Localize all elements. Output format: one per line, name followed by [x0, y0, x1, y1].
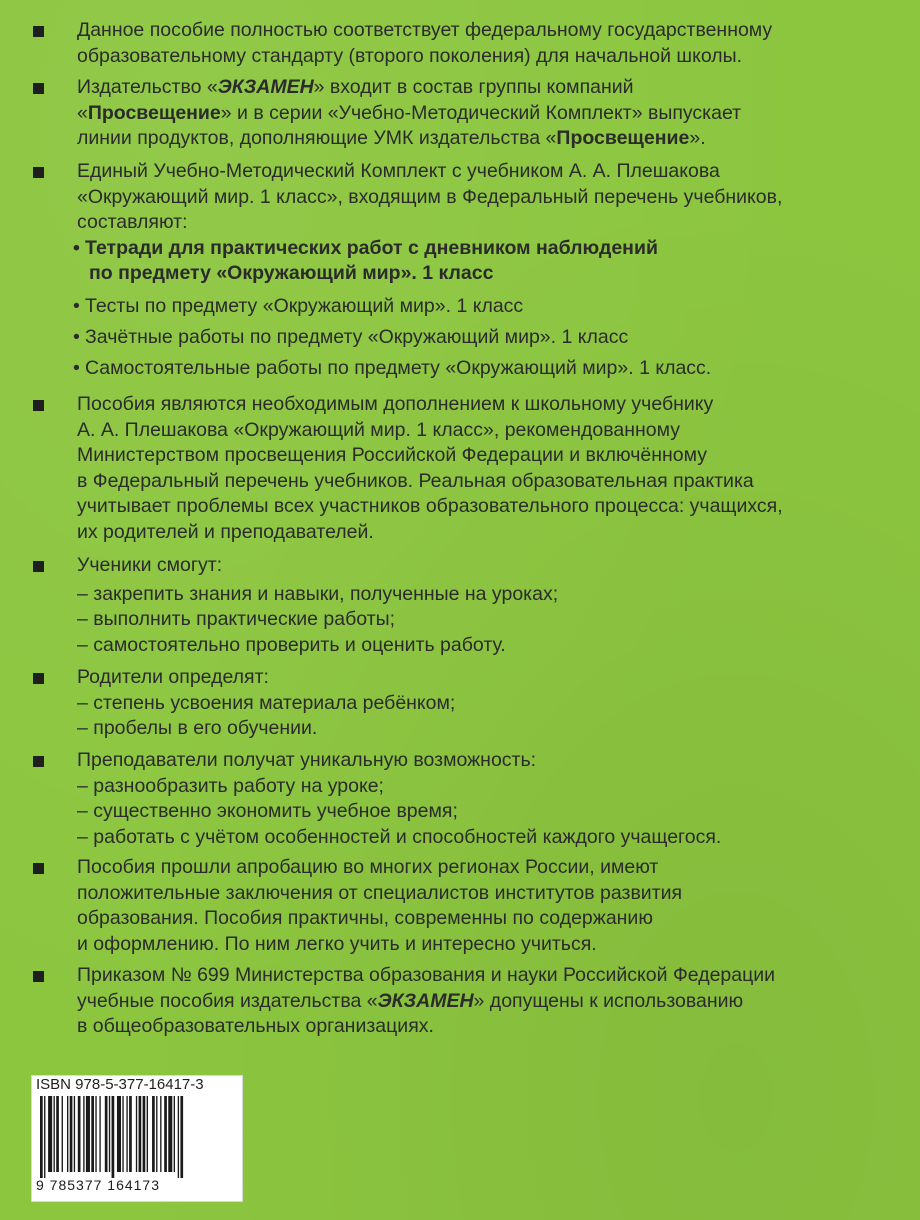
barcode-icon — [40, 1096, 232, 1178]
publisher-name: ЭКЗАМЕН — [217, 76, 314, 98]
barcode-bar — [168, 1096, 172, 1172]
barcode-bar — [136, 1096, 137, 1172]
bullet-square — [33, 863, 44, 874]
barcode-bar — [160, 1096, 161, 1172]
barcode-bar — [112, 1096, 115, 1178]
barcode-bar — [56, 1096, 59, 1172]
section-text — [77, 75, 902, 152]
barcode-bar — [44, 1096, 45, 1178]
barcode-bar — [70, 1096, 73, 1172]
section-heading: Родители определят: — [77, 666, 269, 688]
text-line: положительные заключения от специалистов институтов развития — [77, 881, 683, 904]
barcode-bar — [164, 1096, 167, 1172]
barcode-bar — [126, 1096, 127, 1172]
text-line: – существенно экономить учебное время; — [77, 800, 458, 822]
bullet-square — [33, 673, 44, 684]
text-line: – работать с учётом особенностей и способностей каждого учащегося. — [77, 825, 722, 848]
text-line: учитывает проблемы всех участников образовательного процесса: учащихся, — [77, 495, 783, 517]
text-line: составляют: — [77, 211, 188, 233]
section-text — [77, 18, 902, 69]
text-line: Пособия прошли апробацию во многих регионах России, имеют — [77, 856, 659, 878]
text-line: Министерством просвещения Российской Федерации и включённому — [77, 444, 707, 466]
text-line: и оформлению. По ним легко учить и интересно учиться. — [77, 932, 597, 955]
text-line: учебные пособия издательства «ЭКЗАМЕН» допущены к использованию — [77, 989, 744, 1012]
barcode-bar — [174, 1096, 175, 1172]
text-line: Единый Учебно-Методический Комплект с учебником А. А. Плешакова — [77, 160, 720, 182]
barcode-bar — [178, 1096, 179, 1178]
text-line: в Федеральный перечень учебников. Реальная образовательная практика — [77, 469, 754, 492]
text-line: – разнообразить работу на уроке; — [77, 774, 384, 797]
barcode-bar — [40, 1096, 43, 1178]
text-line: образовательному стандарту (второго поколения) для начальной школы. — [77, 44, 743, 67]
barcode-bar — [78, 1096, 81, 1172]
barcode-bar — [152, 1096, 155, 1172]
barcode-bar — [99, 1096, 100, 1172]
text-line: Пособия являются необходимым дополнением к школьному учебнику — [77, 393, 714, 415]
text-line: – степень усвоения материала ребёнком; — [77, 691, 456, 714]
text-line: «Просвещение» и в серии «Учебно-Методический Комплект» выпускает — [77, 101, 742, 124]
text-line: – закрепить знания и навыки, полученные на уроках; — [77, 582, 559, 605]
section-text — [77, 665, 902, 742]
isbn-label: ISBN 978-5-377-16417-3 — [36, 1076, 204, 1093]
text-line: в общеобразовательных организациях. — [77, 1015, 434, 1037]
barcode-bar — [83, 1096, 84, 1172]
section-text — [77, 855, 902, 957]
barcode-bar — [74, 1096, 75, 1172]
barcode-bar — [91, 1096, 94, 1172]
section-text — [77, 963, 902, 1040]
section-text — [77, 748, 902, 850]
barcode-bar — [86, 1096, 90, 1172]
text-line: линии продуктов, дополняющие УМК издательства «Просвещение». — [77, 127, 706, 149]
bullet-square — [33, 167, 44, 178]
barcode-bar — [95, 1096, 96, 1172]
product-item: • Зачётные работы по предмету «Окружающий мир». 1 класс — [73, 326, 629, 348]
product-item-featured: • Тетради для практических работ с дневником наблюдений по предмету «Окружающий мир». 1 класс — [73, 237, 658, 284]
section-heading: Ученики смогут: — [77, 554, 223, 576]
bullet-square — [33, 400, 44, 411]
barcode-bar — [139, 1096, 142, 1172]
barcode-digits: 9 785377 164173 — [36, 1177, 160, 1193]
text-line: А. А. Плешакова «Окружающий мир. 1 класс», рекомендованному — [77, 418, 680, 441]
text-line: Данное пособие полностью соответствует федеральному государственному — [77, 19, 773, 41]
barcode-bar — [143, 1096, 146, 1172]
section-text — [77, 553, 902, 658]
barcode-bar — [122, 1096, 123, 1172]
barcode-bar — [147, 1096, 148, 1172]
publisher-name: ЭКЗАМЕН — [377, 989, 474, 1012]
publisher-group-name: Просвещение — [556, 127, 690, 149]
barcode-bar — [117, 1096, 121, 1172]
barcode-bar — [54, 1096, 55, 1172]
text-line: Приказом № 699 Министерства образования и науки Российской Федерации — [77, 964, 776, 986]
product-list — [73, 236, 873, 387]
publisher-group-name: Просвещение — [87, 101, 221, 124]
text-line: – самостоятельно проверить и оценить работу. — [77, 633, 506, 656]
barcode-bar — [109, 1096, 110, 1172]
bullet-square — [33, 561, 44, 572]
product-item: • Тесты по предмету «Окружающий мир». 1 класс — [73, 295, 524, 317]
section-heading: Преподаватели получат уникальную возможность: — [77, 749, 537, 771]
section-text — [77, 392, 902, 545]
text-line: – пробелы в его обучении. — [77, 717, 318, 739]
barcode-bar — [129, 1096, 132, 1172]
text-line: – выполнить практические работы; — [77, 608, 396, 630]
product-item: • Самостоятельные работы по предмету «Окружающий мир». 1 класс. — [73, 357, 712, 379]
text-line: их родителей и преподавателей. — [77, 520, 374, 543]
barcode-bar — [67, 1096, 68, 1172]
barcode-bar — [62, 1096, 63, 1172]
barcode-bar — [105, 1096, 108, 1172]
bullet-square — [33, 26, 44, 37]
barcode-bar — [180, 1096, 183, 1178]
bullet-square — [33, 756, 44, 767]
text-line: образования. Пособия практичны, современны по содержанию — [77, 907, 653, 929]
bullet-square — [33, 971, 44, 982]
text-line: Издательство «ЭКЗАМЕН» входит в состав группы компаний — [77, 76, 634, 98]
text-line: «Окружающий мир. 1 класс», входящим в Федеральный перечень учебников, — [77, 185, 783, 208]
barcode-bar — [48, 1096, 52, 1172]
section-text — [77, 159, 902, 236]
bullet-square — [33, 83, 44, 94]
barcode-bar — [156, 1096, 157, 1172]
